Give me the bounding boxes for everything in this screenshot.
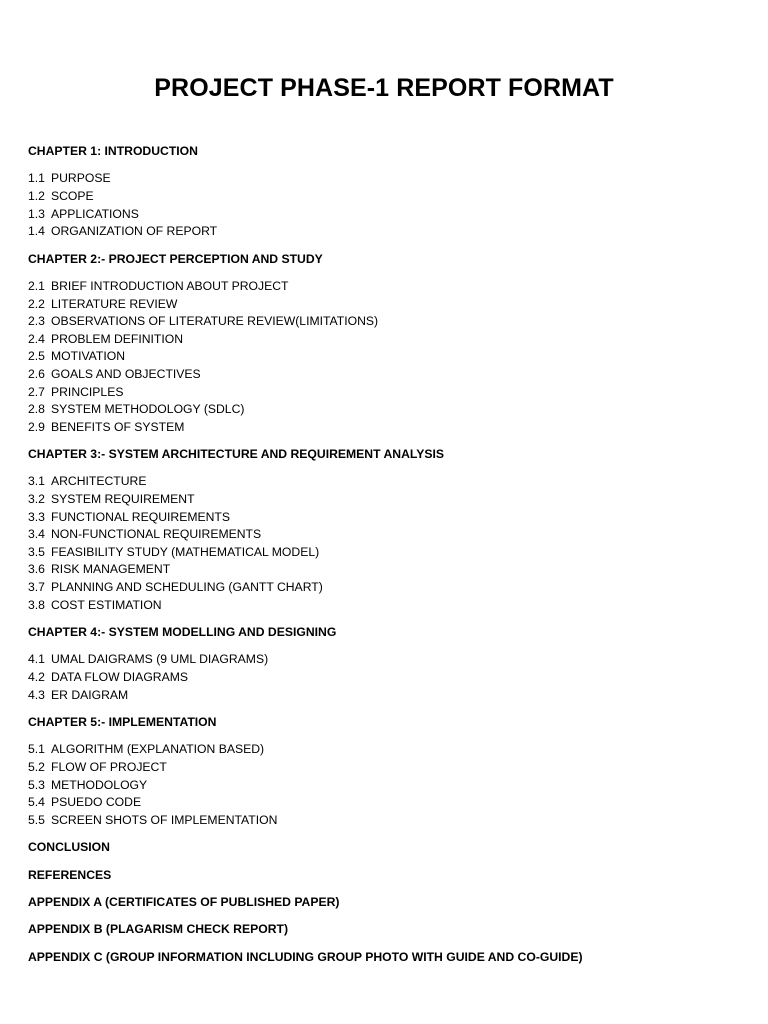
chapter-heading: CHAPTER 5:- IMPLEMENTATION: [28, 715, 217, 729]
chapter-heading: CHAPTER 2:- PROJECT PERCEPTION AND STUDY: [28, 251, 323, 266]
item-number: 1.1: [28, 171, 45, 186]
item-text: SYSTEM REQUIREMENT: [51, 492, 195, 507]
item-text: OBSERVATIONS OF LITERATURE REVIEW(LIMITATIONS): [51, 314, 379, 329]
item-text: BENEFITS OF SYSTEM: [51, 419, 185, 434]
item-number: 1.4: [28, 224, 45, 239]
item-number: 5.5: [28, 812, 45, 827]
item-number: 5.1: [28, 742, 45, 757]
item-text: SCREEN SHOTS OF IMPLEMENTATION: [51, 812, 278, 827]
item-text: SYSTEM METHODOLOGY (SDLC): [51, 402, 245, 417]
chapter-heading: CHAPTER 4:- SYSTEM MODELLING AND DESIGNING: [28, 625, 337, 640]
item-number: 2.4: [28, 331, 45, 346]
end-section-heading: CONCLUSION: [28, 840, 110, 855]
document-content: [28, 143, 748, 976]
item-number: 5.3: [28, 777, 45, 792]
item-text: MOTIVATION: [51, 349, 126, 364]
item-number: 3.6: [28, 562, 45, 577]
chapter-item-list: [28, 278, 748, 436]
list-item: [28, 526, 748, 544]
item-text: SCOPE: [51, 188, 94, 203]
list-item: [28, 188, 748, 206]
list-item: [28, 384, 748, 402]
list-item: [28, 296, 748, 314]
document-title: PROJECT PHASE-1 REPORT FORMAT: [154, 74, 614, 102]
list-item: [28, 491, 748, 509]
item-text: ARCHITECTURE: [51, 474, 147, 489]
list-item: [28, 223, 748, 241]
item-text: ORGANIZATION OF REPORT: [51, 224, 218, 239]
item-text: APPLICATIONS: [51, 206, 139, 221]
item-number: 3.2: [28, 492, 45, 507]
item-number: 5.4: [28, 795, 45, 810]
chapter-item-list: [28, 741, 748, 829]
list-item: [28, 741, 748, 759]
item-number: 2.2: [28, 296, 45, 311]
list-item: [28, 331, 748, 349]
item-text: PSUEDO CODE: [51, 795, 142, 810]
item-text: PLANNING AND SCHEDULING (GANTT CHART): [51, 580, 323, 595]
item-text: UMAL DAIGRAMS (9 UML DIAGRAMS): [51, 652, 269, 667]
list-item: [28, 473, 748, 491]
item-text: FLOW OF PROJECT: [51, 759, 167, 774]
item-number: 3.4: [28, 527, 45, 542]
end-section-heading: APPENDIX B (PLAGARISM CHECK REPORT): [28, 922, 289, 937]
item-number: 4.3: [28, 687, 45, 702]
list-item: [28, 206, 748, 224]
end-section-heading: APPENDIX C (GROUP INFORMATION INCLUDING GROUP PHOTO WITH GUIDE AND CO-GUIDE): [28, 949, 583, 964]
list-item: [28, 687, 748, 705]
item-number: 3.5: [28, 544, 45, 559]
end-section-heading: REFERENCES: [28, 867, 112, 882]
list-item: [28, 759, 748, 777]
list-item: [28, 366, 748, 384]
item-text: PURPOSE: [51, 171, 111, 186]
list-item: [28, 597, 748, 615]
item-number: 2.1: [28, 278, 45, 293]
item-number: 4.2: [28, 670, 45, 685]
item-number: 3.1: [28, 474, 45, 489]
list-item: [28, 669, 748, 687]
list-item: [28, 651, 748, 669]
list-item: [28, 401, 748, 419]
item-number: 2.3: [28, 314, 45, 329]
item-text: BRIEF INTRODUCTION ABOUT PROJECT: [51, 278, 289, 293]
item-text: PROBLEM DEFINITION: [51, 331, 184, 346]
list-item: [28, 313, 748, 331]
item-text: FUNCTIONAL REQUIREMENTS: [51, 509, 230, 524]
item-text: DATA FLOW DIAGRAMS: [51, 670, 189, 685]
item-number: 2.7: [28, 384, 45, 399]
item-text: COST ESTIMATION: [51, 597, 162, 612]
list-item: [28, 794, 748, 812]
item-text: FEASIBILITY STUDY (MATHEMATICAL MODEL): [51, 544, 320, 559]
chapter-heading: CHAPTER 1: INTRODUCTION: [28, 144, 198, 158]
item-text: NON-FUNCTIONAL REQUIREMENTS: [51, 527, 262, 542]
list-item: [28, 348, 748, 366]
list-item: [28, 419, 748, 437]
item-number: 3.3: [28, 509, 45, 524]
chapter-item-list: [28, 651, 748, 704]
item-text: ALGORITHM (EXPLANATION BASED): [51, 742, 265, 757]
list-item: [28, 278, 748, 296]
end-section-heading: APPENDIX A (CERTIFICATES OF PUBLISHED PAPER): [28, 894, 340, 909]
chapter-item-list: [28, 170, 748, 240]
list-item: [28, 170, 748, 188]
list-item: [28, 509, 748, 527]
item-number: 1.3: [28, 206, 45, 221]
item-number: 2.8: [28, 402, 45, 417]
list-item: [28, 544, 748, 562]
item-text: RISK MANAGEMENT: [51, 562, 171, 577]
item-text: LITERATURE REVIEW: [51, 296, 178, 311]
list-item: [28, 777, 748, 795]
item-text: METHODOLOGY: [51, 777, 148, 792]
item-number: 2.5: [28, 349, 45, 364]
item-number: 3.7: [28, 580, 45, 595]
item-number: 3.8: [28, 597, 45, 612]
list-item: [28, 812, 748, 830]
chapter-heading: CHAPTER 3:- SYSTEM ARCHITECTURE AND REQUIREMENT ANALYSIS: [28, 447, 444, 462]
list-item: [28, 561, 748, 579]
item-text: GOALS AND OBJECTIVES: [51, 366, 201, 381]
item-number: 1.2: [28, 188, 45, 203]
list-item: [28, 579, 748, 597]
item-text: ER DAIGRAM: [51, 687, 129, 702]
item-number: 5.2: [28, 759, 45, 774]
chapter-item-list: [28, 473, 748, 614]
item-number: 2.9: [28, 419, 45, 434]
item-number: 4.1: [28, 652, 45, 667]
item-number: 2.6: [28, 366, 45, 381]
item-text: PRINCIPLES: [51, 384, 124, 399]
